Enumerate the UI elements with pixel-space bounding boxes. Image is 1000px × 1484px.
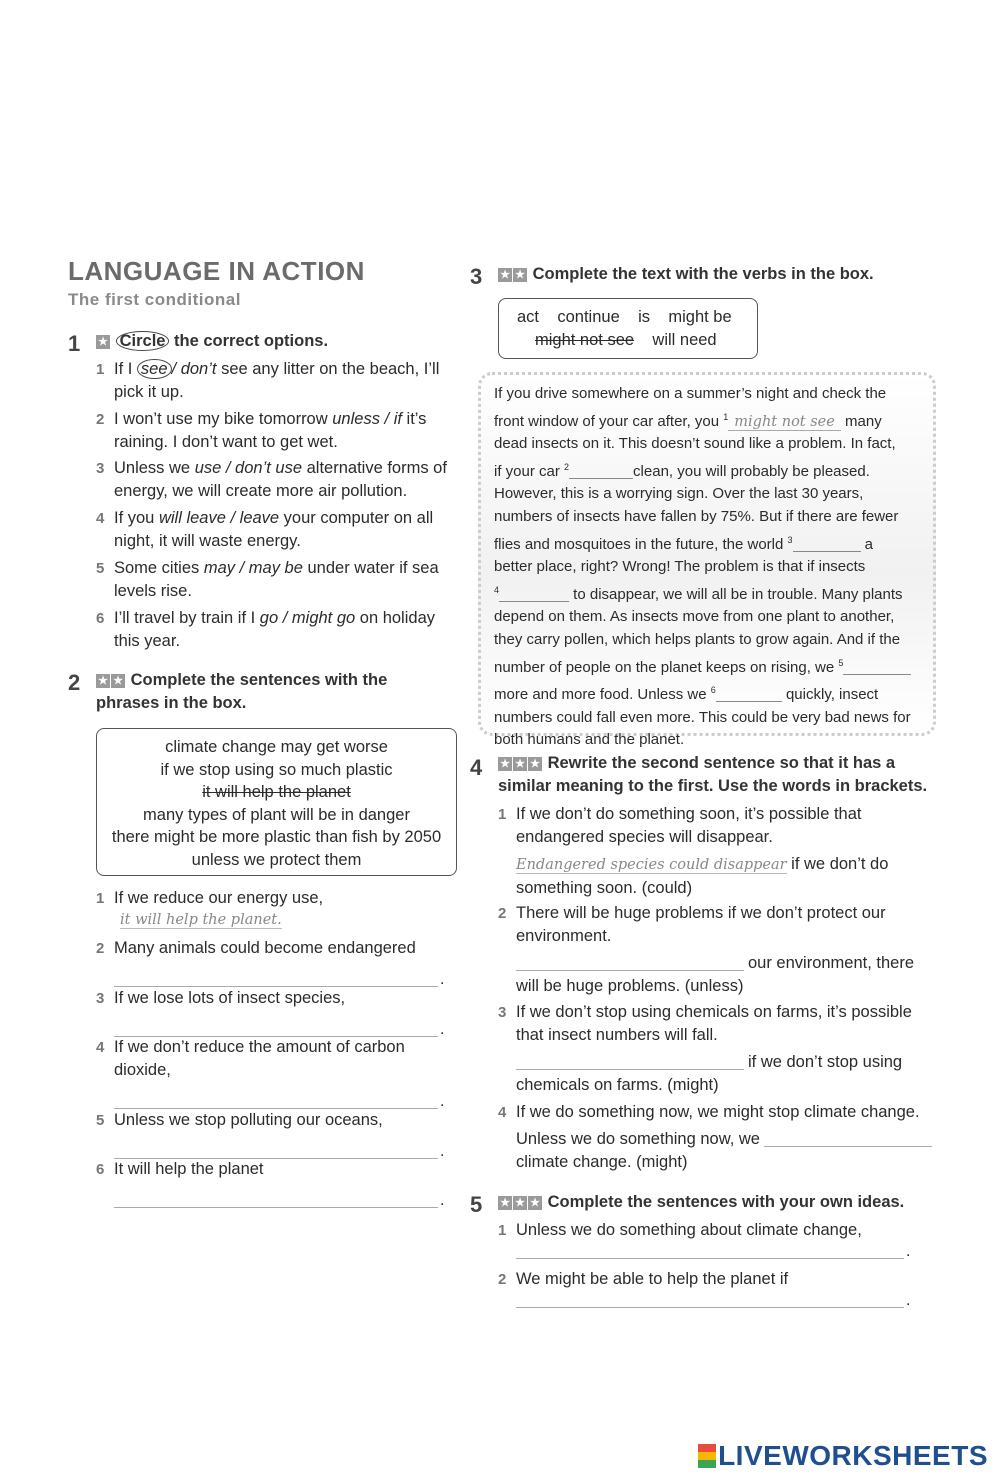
page-subtitle: The first conditional — [68, 290, 241, 309]
sentence-period: . — [440, 1192, 445, 1209]
exercise-5-instruction: ★ ★ ★ Complete the sentences with your own ideas. — [498, 1191, 904, 1214]
exercise-5-number: 5 — [470, 1192, 483, 1217]
phrase-box — [96, 728, 457, 876]
exercise-3-instruction: ★ ★ Complete the text with the verbs in the box. — [498, 263, 874, 286]
exercise-5-item: 2 We might be able to help the planet if — [498, 1270, 789, 1288]
star-icon: ★ — [528, 757, 542, 771]
answer-line[interactable] — [764, 1132, 932, 1147]
exercise-4-item: 4 If we do something now, we might stop climate change. — [498, 1103, 920, 1121]
gap-3[interactable] — [793, 537, 861, 552]
star-icon: ★ — [513, 1196, 527, 1210]
star-icon: ★ — [513, 268, 527, 282]
exercise-2-instruction: ★ ★ Complete the sentences with the phrases in the box. — [96, 671, 388, 712]
option-choice[interactable]: unless / if — [332, 410, 402, 428]
exercise-2-item: 1 If we reduce our energy use, — [96, 889, 324, 907]
sentence-period: . — [440, 1143, 445, 1160]
exercise-4-number: 4 — [470, 755, 483, 780]
reading-text: If you drive somewhere on a summer’s night and check the front window of your car after, you $^1$ might not see many dead insects on it. This doesn’t sound like a problem. In fact, if your car $^2$ clean, you will probably be pleased. However, this is a worrying sign. Over the last 30 years, numbers of insects have fallen by 75%. But if there are fewer flies and mosquitoes in the future, the world $^3$ a better place, right? Wrong! The problem is that if insects $^4$ to disappear, we will all be in trouble. Many plants depend on them. As insects move from one plant to another, they carry pollen, which helps plants to grow again. And if the number of people on the planet keeps on rising, we $^5$ more and more food. Unless we $^6$ quickly, insect numbers could fall even more. This could be very bad news for both humans and the planet. — [494, 385, 911, 749]
phrase-option: unless we protect them — [191, 850, 362, 869]
exercise-1-item: 1 If I see / don’t see any litter on the beach, I’ll pick it up. — [96, 360, 440, 401]
exercise-3-number: 3 — [470, 264, 483, 289]
star-icon: ★ — [498, 757, 512, 771]
gap-1-answer[interactable]: might not see — [728, 414, 841, 431]
sentence-period: . — [440, 1021, 445, 1038]
exercise-5-item: 1 Unless we do something about climate change, — [498, 1221, 862, 1239]
option-choice[interactable]: may / may be — [203, 559, 303, 577]
circled-option[interactable]: see — [137, 359, 172, 379]
gap-2[interactable] — [569, 464, 633, 479]
exercise-2-number: 2 — [68, 670, 81, 695]
phrase-option: if we stop using so much plastic — [160, 760, 393, 779]
circle-word: Circle — [116, 331, 170, 351]
exercise-2-item: 4 If we don’t reduce the amount of carbon dioxide, — [96, 1038, 405, 1079]
phrase-option: it will help the planet — [202, 783, 351, 801]
exercise-4-item: 1 If we don’t do something soon, it’s possible that endangered species will disappear. — [498, 805, 862, 846]
phrase-option: climate change may get worse — [165, 738, 388, 756]
star-icon: ★ — [111, 674, 125, 688]
option-choice[interactable]: use / don’t use — [194, 459, 303, 477]
star-icon: ★ — [96, 335, 110, 349]
exercise-1-item: 3 Unless we use / don’t use alternative forms of energy, we will create more air pollution. — [96, 459, 447, 500]
gap-4[interactable] — [499, 587, 569, 602]
sentence-period: . — [906, 1292, 911, 1309]
answer-filled[interactable]: it will help the planet. — [120, 912, 282, 928]
verb-box: act continue is might be might not see will need — [498, 298, 758, 359]
phrase-option: there might be more plastic than fish by 2050 — [111, 828, 442, 846]
page-title: LANGUAGE IN ACTION — [68, 256, 365, 286]
answer-line[interactable] — [516, 1258, 904, 1259]
star-icon: ★ — [498, 1196, 512, 1210]
exercise-2-item: 5 Unless we stop polluting our oceans, — [96, 1111, 383, 1129]
gap-6[interactable] — [716, 687, 782, 702]
phrase-option: many types of plant will be in danger — [143, 805, 410, 824]
answer-line[interactable] — [114, 1207, 438, 1208]
logo-icon — [698, 1444, 716, 1468]
exercise-4-item: 2 There will be huge problems if we don’t protect our environment. — [498, 904, 886, 945]
exercise-4-item: 3 If we don’t stop using chemicals on farms, it’s possible that insect numbers will fall. — [498, 1003, 912, 1044]
gap-5[interactable] — [843, 660, 911, 675]
option-choice[interactable]: will leave / leave — [158, 509, 280, 527]
exercise-1-number: 1 — [68, 331, 81, 356]
exercise-1-instruction: ★ Circle the correct options. — [96, 330, 328, 353]
sentence-period: . — [440, 1093, 445, 1110]
star-icon: ★ — [96, 674, 110, 688]
answer-line[interactable] — [516, 1307, 904, 1308]
exercise-1-item: 6 I’ll travel by train if I go / might go on holiday this year. — [96, 609, 435, 650]
rewrite-line: Unless we do something now, we climate change. (might) — [516, 1128, 936, 1174]
exercise-2-item: 3 If we lose lots of insect species, — [96, 989, 346, 1007]
exercise-1-item: 4 If you will leave / leave your computer on all night, it will waste energy. — [96, 509, 434, 550]
exercise-1-item: 5 Some cities may / may be under water if sea levels rise. — [96, 559, 439, 600]
answer-line[interactable] — [516, 1055, 744, 1070]
option-choice[interactable]: go / might go — [259, 609, 356, 627]
exercise-1-item: 2 I won’t use my bike tomorrow unless / if it’s raining. I don’t want to get wet. — [96, 410, 427, 451]
star-icon: ★ — [513, 757, 527, 771]
rewrite-line: Endangered species could disappear if we don’t do something soon. (could) — [516, 855, 889, 897]
liveworksheets-logo: LIVEWORKSHEETS — [698, 1440, 988, 1472]
star-icon: ★ — [498, 268, 512, 282]
rewrite-line: our environment, there will be huge problems. (unless) — [516, 954, 915, 995]
answer-filled[interactable]: Endangered species could disappear — [516, 857, 787, 873]
sentence-period: . — [906, 1243, 911, 1260]
exercise-2-item: 6 It will help the planet — [96, 1160, 264, 1178]
rewrite-line: if we don’t stop using chemicals on farms. (might) — [516, 1053, 903, 1094]
star-icon: ★ — [528, 1196, 542, 1210]
exercise-2-item: 2 Many animals could become endangered — [96, 939, 416, 957]
exercise-4-instruction: ★ ★ ★ Rewrite the second sentence so that it has a similar meaning to the first. Use the words in brackets. — [498, 754, 928, 795]
sentence-period: . — [440, 971, 445, 988]
answer-line[interactable] — [516, 956, 744, 971]
